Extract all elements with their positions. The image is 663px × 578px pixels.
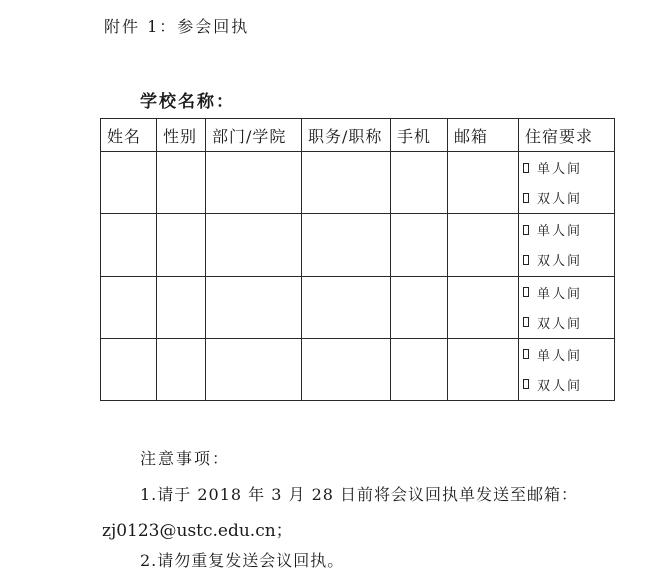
email-cell[interactable] [448,152,519,214]
accommodation-cell [519,152,615,214]
phone-cell[interactable] [391,152,448,214]
checkbox-icon[interactable] [523,317,529,327]
option-label: 单人间 [537,224,583,240]
header-position: 职务/职称 [302,119,391,152]
header-accommodation: 住宿要求 [519,119,615,152]
table-row [101,152,615,214]
checkbox-icon[interactable] [523,287,529,297]
accommodation-cell [519,276,615,338]
option-label: 双人间 [537,316,583,332]
department-cell[interactable] [206,152,302,214]
option-label: 单人间 [537,162,583,178]
phone-cell[interactable] [391,338,448,400]
gender-cell[interactable] [157,214,206,276]
gender-cell[interactable] [157,152,206,214]
name-cell[interactable] [101,152,157,214]
header-name: 姓名 [101,119,157,152]
note-item-2: 2.请勿重复发送会议回执。 [140,551,345,570]
checkbox-icon[interactable] [523,193,529,203]
double-room-option[interactable] [523,183,614,213]
gender-cell[interactable] [157,276,206,338]
table-header-row [101,119,615,152]
name-cell[interactable] [101,338,157,400]
position-cell[interactable] [302,214,391,276]
email-cell[interactable] [448,276,519,338]
header-department: 部门/学院 [206,119,302,152]
header-phone: 手机 [391,119,448,152]
position-cell[interactable] [302,338,391,400]
accommodation-cell [519,214,615,276]
double-room-option[interactable] [523,369,614,399]
double-room-option[interactable] [523,307,614,337]
gender-cell[interactable] [157,338,206,400]
table-row [101,338,615,400]
option-label: 单人间 [537,286,583,302]
department-cell[interactable] [206,338,302,400]
attachment-title: 附件 1：参会回执 [104,17,250,36]
checkbox-icon[interactable] [523,349,529,359]
school-name-label: 学校名称： [140,92,235,112]
single-room-option[interactable] [523,339,614,369]
header-email: 邮箱 [448,119,519,152]
table-row [101,214,615,276]
email-cell[interactable] [448,338,519,400]
position-cell[interactable] [302,276,391,338]
checkbox-icon[interactable] [523,225,529,235]
checkbox-icon[interactable] [523,163,529,173]
name-cell[interactable] [101,214,157,276]
phone-cell[interactable] [391,276,448,338]
department-cell[interactable] [206,214,302,276]
accommodation-cell [519,338,615,400]
option-label: 双人间 [537,378,583,394]
position-cell[interactable] [302,152,391,214]
notes-title: 注意事项： [140,449,231,468]
email-address: zj0123@ustc.edu.cn； [102,521,293,541]
department-cell[interactable] [206,276,302,338]
note-item-1: 1.请于 2018 年 3 月 28 日前将会议回执单发送至邮箱： [140,485,579,504]
reply-form-table [100,118,615,401]
single-room-option[interactable] [523,215,614,245]
double-room-option[interactable] [523,245,614,275]
email-cell[interactable] [448,214,519,276]
option-label: 单人间 [537,348,583,364]
single-room-option[interactable] [523,277,614,307]
single-room-option[interactable] [523,153,614,183]
name-cell[interactable] [101,276,157,338]
phone-cell[interactable] [391,214,448,276]
option-label: 双人间 [537,192,583,208]
checkbox-icon[interactable] [523,379,529,389]
header-gender: 性别 [157,119,206,152]
checkbox-icon[interactable] [523,255,529,265]
table-row [101,276,615,338]
option-label: 双人间 [537,254,583,270]
